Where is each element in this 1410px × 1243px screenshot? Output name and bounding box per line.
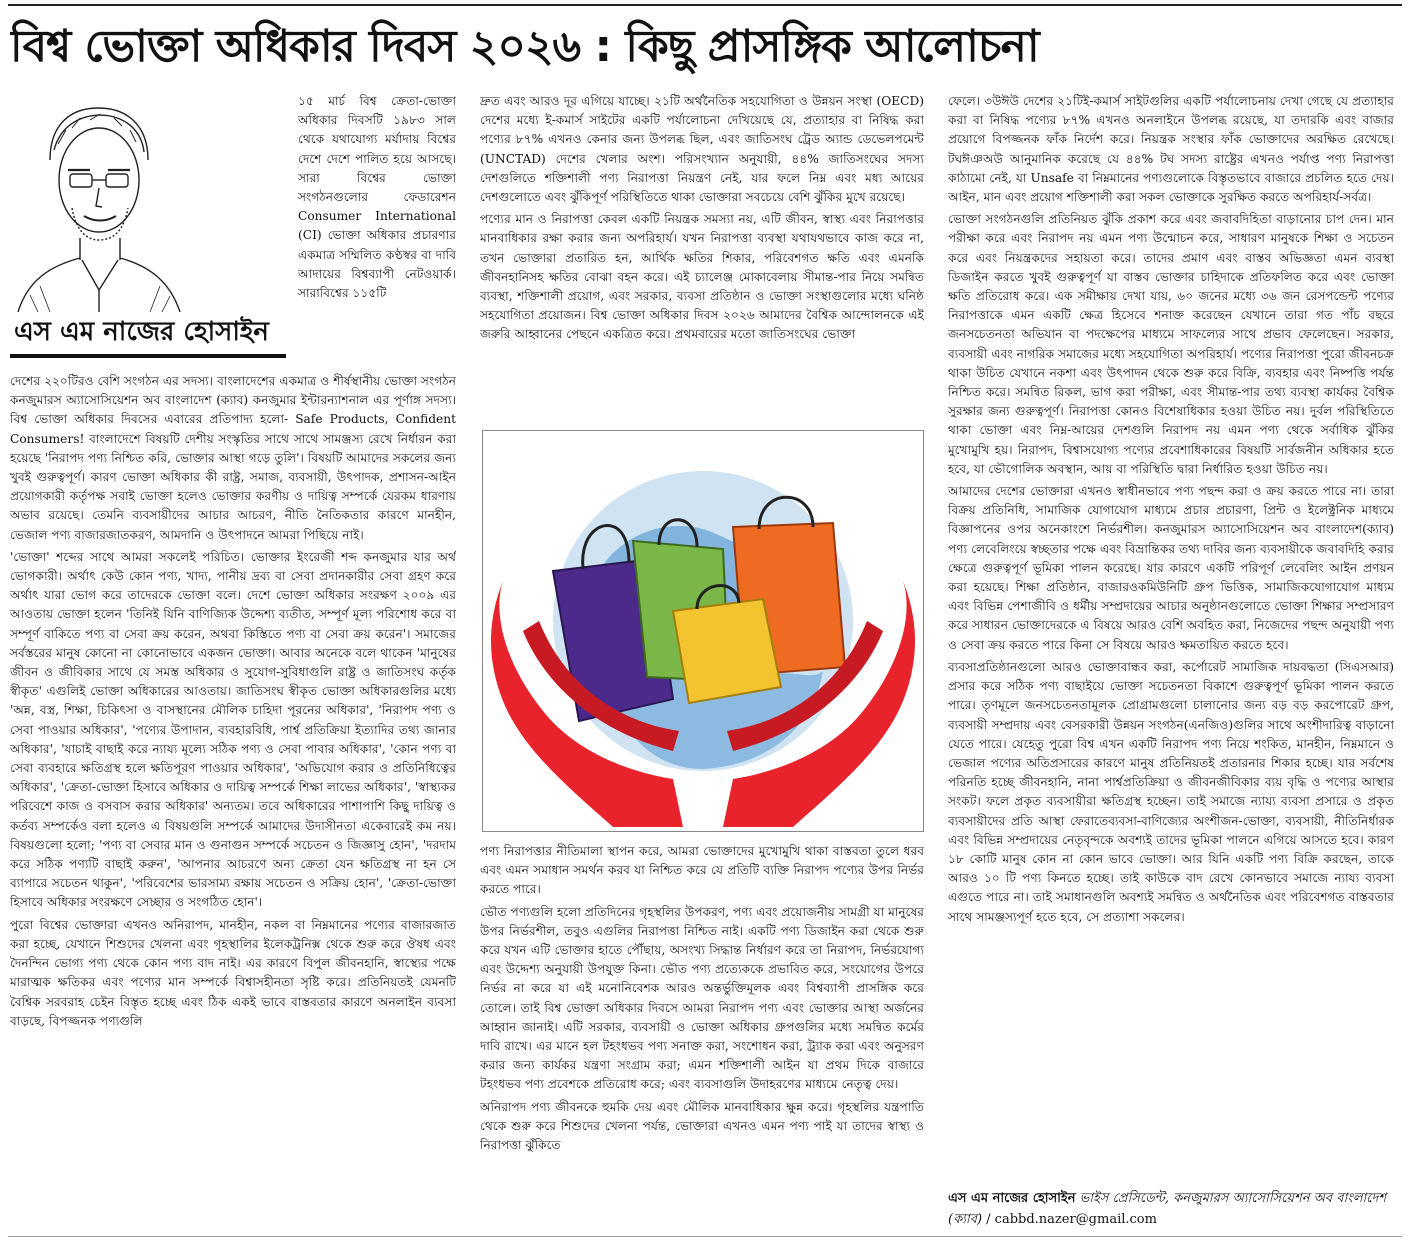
body-paragraph: আমাদের দেশের ভোক্তারা এখনও স্বাধীনভাবে পণ্য পছন্দ করা ও ক্রয় করতে পারে না। তারা বিক্রয় প্রতিনিধি, সামাজিক যোগাযোগ মাধ্যমে প্রচার প্রচারণা, প্রিন্ট ও ইলেক্ট্রনিক মাধ্যমে বিজ্ঞাপনের ওপর অনেকাংশে নির্ভরশীল। কনজুমারস অ্যাসোসিয়েশন অব বাংলাদেশ(ক্যাব) পণ্য লেবেলিংয়ে স্বচ্ছতার পক্ষে এবং বিভ্রান্তিকর তথ্য দাবির জন্য ব্যবসায়ীকে জবাবদিহি করার ক্ষেত্রে গুরুত্বপূর্ণ ভূমিকা পালন করেছে। যার কারণে একটি পরিপূর্ণ লেবেলিং আইন প্রণয়ন করা হয়েছে। শিক্ষা প্রতিষ্ঠান, বাজারওকমিউনিটি গ্রুপ ভিত্তিক, সামাজিকযোগাযোগ মাধ্যম এবং বিভিন্ন পেশাজীবি ও ধর্মীয় সম্প্রদায়ের আচার অনুষ্ঠানগুলোতে ভোক্তা শিক্ষার সম্প্রসারণ করে সাধারন ভোক্তাদেরকে এ বিষয়ে আরও বেশি অবহিত করা, নিজেদের পছন্দ অনুযায়ী পণ্য ও সেবা ক্রয় করতে পারে কিনা সে বিষয়ে আরও ক্ষমতায়িত করতে হবে। bbox=[948, 484, 1394, 652]
body-paragraph: দেশের ২২০টিরও বেশি সংগঠন এর সদস্য। বাংলাদেশের একমাত্র ও শীর্ষস্থানীয় ভোক্তা সংগঠন কনজুমারস অ্যাসোসিয়েশন অব বাংলাদেশ (ক্যাব) কনজুমার ইন্টারন্যাশনাল এর পূর্ণাঙ্গ সদস্য। বিশ্ব ভোক্তা অধিকার দিবসের এবারের প্রতিপাদ্য হলো- Safe Products, Confident Consumers! বাংলাদেশে বিষয়টি দেশীয় সংস্কৃতির সাথে সাথে সামঞ্জস্য রেখে নির্ধারন করা হয়েছে 'নিরাপদ পণ্য নিশ্চিত করি, ভোক্তার আস্থা গড়ে তুলি'। বিষয়টি আমাদের সকলের জন্য খুবই গুরুত্বপূর্ণ। কারণ ভোক্তা অধিকার কী রাষ্ট্র, সমাজ, ব্যবসায়ী, উৎপাদক, প্রশাসন-আইন প্রয়োগকারী কর্তৃপক্ষ সবাই ভোক্তা হলেও ভোক্তার করণীয় ও দায়িত্ব সম্পর্কে যেরকম ধারণায় অভাব রয়েছে। তেমনি ব্যবসায়ীদের আচার আচরণ, নীতি নৈতিকতার কারণে মানহীন, ভেজাল পণ্য বাজারজাতকরণ, আমদানি ও উৎপাদনে আমরা পিছিয়ে নাই। bbox=[10, 374, 456, 542]
hands-shopping-bags-globe-icon bbox=[482, 430, 924, 832]
article-headline: বিশ্ব ভোক্তা অধিকার দিবস ২০২৬ : কিছু প্রাসঙ্গিক আলোচনা bbox=[10, 21, 1039, 72]
body-paragraph: 'ভোক্তা' শব্দের সাথে আমরা সকলেই পরিচিত। ভোক্তার ইংরেজী শব্দ কনজুমার যার অর্থ ভোগকারী। অর্থাৎ কেউ কোন পণ্য, খাদ্য, পানীয় দ্রব্য বা সেবা প্রদানকারীর সেবা গ্রহণ করে অর্থাৎ যারা ভোগ করে তাদেরকে ভোক্তা বলে। দেশে ভোক্তা অধিকার সংরক্ষণ ২০০৯ এর আওতায় ভোক্তা হলেন 'তিনিই যিনি বাণিজ্যিক উদ্দেশ্য ব্যতীত, সম্পূর্ণ মূল্য পরিশোধ করে বা সম্পূর্ণ বাকিতে পণ্য বা সেবা ক্রয় করেন, অথবা কিস্তিতে পণ্য বা সেবা ক্রয় করেন'। সমাজের সর্বস্তরের মানুষ কোনো না কোনোভাবে একজন ভোক্তা। আবার অনেকে বলে থাকেন 'মানুষের জীবন ও জীবিকার সাথে যে সমস্ত অধিকার ও সুযোগ-সুবিধাগুলি রাষ্ট্র ও জাতিসংঘ কর্তৃক স্বীকৃত' এগুলিই ভোক্তা অধিকারের আওতায়। জাতিসংঘ স্বীকৃত ভোক্তা অধিকারগুলির মধ্যে 'অন্ন, বস্ত্র, শিক্ষা, চিকিৎসা ও বাসস্থানের মৌলিক চাহিদা পূরনের অধিকার', 'নিরাপদ পণ্য ও সেবা পাওয়ার অধিকার', 'পণ্যের উপাদান, ব্যবহারবিধি, পার্শ্ব প্রতিক্রিয়া ইত্যাদির তথ্য জানার অধিকার', 'যাচাই বাছাই করে ন্যায্য মূল্যে সঠিক পণ্য ও সেবা পাবার অধিকার', 'কোন পণ্য বা সেবা ব্যবহারে ক্ষতিগ্রস্থ হলে ক্ষতিপূরণ পাওয়ার অধিকার', 'অভিযোগ করার ও প্রতিনিধিত্বের অধিকার', 'ক্রেতা-ভোক্তা হিসাবে অধিকার ও দায়িত্ব সম্পর্কে শিক্ষা লাভের অধিকার', 'স্বাস্থ্যকর পরিবেশে কাজ ও বসবাস করার অধিকার' অন্যতম। তবে অধিকারের পাশাপাশি কিছু দায়িত্ব ও কর্তব্য সম্পর্কেও বলা হলেও এ বিষয়গুলি সম্পর্কে আমাদের উদাসীনতা একেবারেই কম নয়। বিষয়গুলো হলো; 'পণ্য বা সেবার মান ও গুনাগুন সম্পর্কে সচেতন ও জিজ্ঞাসু হোন', 'দরদাম করে সঠিক পণ্যটি বাছাই করুন', 'আপনার আচরণে অন্য ক্রেতা যেন ক্ষতিগ্রস্থ না হন সে ব্যাপারে সচেতন থাকুন', 'পরিবেশের ভারসাম্য রক্ষায় সচেতন ও সক্রিয় হোন', 'ক্রেতা-ভোক্তা হিসাবে অধিকার সংরক্ষণে সেচ্ছার ও সংগঠিত হোন'। bbox=[10, 549, 456, 910]
body-paragraph: ভৌত পণ্যগুলি হলো প্রতিদিনের গৃহস্থলির উপকরণ, পণ্য এবং প্রয়োজনীয় সামগ্রী যা মানুষের উপর নির্ভরশীল, তবুও এগুলির নিরাপত্তা নিশ্চিত নাই। একটি পণ্য ডিজাইন করা থেকে শুরু করে যখন এটি ভোক্তার হাতে পৌঁছায়, অসংখ্য সিদ্ধান্ত নির্ধারণ করে তা নিরাপদ, নির্ভরযোগ্য এবং উদ্দেশ্য অনুযায়ী উপযুক্ত কিনা। ভৌত পণ্য প্রত্যেককে প্রভাবিত করে, সংযোগের উপরে নির্ভর না করে যা এই মনোনিবেশক আরও অন্তর্ভুক্তিমূলক এবং বিশ্বব্যাপী প্রাসঙ্গিক করে তোলে। তাই বিশ্ব ভোক্তা অধিকার দিবসে আমরা নিরাপদ পণ্য এবং ভোক্তার আস্থা অর্জনের আহ্বান জানাই। এটি সরকার, ব্যবসায়ী ও ভোক্তা অধিকার গ্রুপগুলির মধ্যে সমন্বিত কর্মের দাবি রাখে। এর মানে হল টহংধভব পণ্য সনাক্ত করা, সংশোধন করা, ট্র্যাক করা এবং অনুসরণ করার জন্য কার্যকর যন্ত্রণা সংগ্রাম করা; এমন শক্তিশালী আইন যা প্রথম দিকে বাজারে টহংধভব পণ্য প্রবেশকে প্রতিরোধ করে; এবং ব্যবসাগুলি উদাহরণের মাধ্যমে নেতৃত্ব দেয়। bbox=[480, 904, 924, 1092]
column-2-top bbox=[480, 92, 924, 422]
signature-email: / cabbd.nazer@gmail.com bbox=[986, 1212, 1157, 1227]
column-3 bbox=[948, 92, 1394, 1182]
intro-paragraph: ১৫ মার্চ বিশ্ব ক্রেতা-ভোক্তা অধিকার দিবসটি ১৯৮৩ সাল থেকে যথাযোগ্য মর্যাদায় বিশ্বের দেশে দেশে পালিত হয়ে আসছে। সারা বিশ্বের ভোক্তা সংগঠনগুলোর ফেডারেশন Consumer International (CI) ভোক্তা অধিকার প্রচারণার একমাত্র সম্মিলিত কণ্ঠস্বর বা দাবি আদায়ের বিশ্বব্যাপী নেটওয়ার্ক। সারাবিশ্বের ১১৫টি bbox=[298, 94, 456, 301]
body-paragraph: অনিরাপদ পণ্য জীবনকে হুমকি দেয় এবং মৌলিক মানবাধিকার ক্ষুন্ন করে। গৃহস্থলির যন্ত্রপাতি থেকে শুরু করে শিশুদের খেলনা পর্যন্ত, ভোক্তারা এখনও এমন পণ্য পাই যা তাদের স্বাস্থ্য ও নিরাপত্তা ঝুঁকিতে bbox=[480, 1099, 924, 1153]
body-paragraph: ভোক্তা সংগঠনগুলি প্রতিনিয়ত ঝুঁকি প্রকাশ করে এবং জবাবদিহিতা বাড়ানোর চাপ দেন। মান পরীক্ষা করে এবং নিরাপদ নয় এমন পণ্য উন্মোচন করে, সাধারণ মানুষকে শিক্ষা ও সচেতন করে এবং নিয়ন্ত্রকদের সহায়তা করে। তাদের প্রমাণ এবং বাস্তব অভিজ্ঞতা এমন ব্যবস্থা ডিজাইন করতে খুবই গুরুত্বপূর্ণ যা বাস্তব ভোক্তার চাহিদাকে প্রতিফলিত করে এবং ভোক্তা ক্ষতি প্রতিরোধ করে। এক সমীক্ষায় দেখা যায়, ৬০ জনের মধ্যে ৩৬ জন রেসপন্ডেন্ট পণ্যের নিরাপত্তাকে এমন একটি ক্ষেত্র হিসেবে শনাক্ত করেছেন যেখানে তারা গত পাঁচ বছরে জনসচেতনতা অভিযান বা পদক্ষেপের মাধ্যমে সাফল্যের সাথে প্রভাব ফেলেছেন। সরকার, ব্যবসায়ী এবং নাগরিক সমাজের মধ্যে সহযোগিতা অপরিহার্য। পণ্যের নিরাপত্তা পুরো জীবনচক্র থাকা উচিত যেখানে নকশা এবং উৎপাদন থেকে শুরু করে বিক্রি, ব্যবহার এবং নিষ্পত্তি পর্যন্ত নিশ্চিত করে। সমন্বিত রিকল, ভাগ করা পরীক্ষা, এবং সীমান্ত-পার তথ্য ব্যবস্থা কার্যকর বৈশ্বিক সুরক্ষার জন্য গুরুত্বপূর্ণ। নিরাপত্তা কোনও বিশেষাধিকার হওয়া উচিত নয়। দুর্বল পরিস্থিতিতে থাকা ভোক্তা এবং নিম্ন-আয়ের দেশগুলি নিরাপদ নয় এমন পণ্য থেকে সর্বাধিক ঝুঁকির মুখোমুখি হয়। নিরাপদ, বিশ্বাসযোগ্য পণ্যের প্রবেশাধিকারের বিষয়টি সার্বজনীন অধিকার হতে হবে, যা ভৌগোলিক অবস্থান, আয় বা পরিস্থিতি দ্বারা নির্ধারিত হওয়া উচিত নয়। bbox=[948, 212, 1394, 476]
author-portrait-icon bbox=[10, 90, 185, 312]
author-name-underline bbox=[10, 354, 286, 358]
body-paragraph: দ্রুত এবং আরও দূর এগিয়ে যাচ্ছে। ২১টি অর্থনৈতিক সহযোগিতা ও উন্নয়ন সংস্থা (OECD) দেশের মধ্যে ই-কমার্স সাইটের একটি পর্যালোচনা দেখিয়েছে যে, প্রত্যাহার বা নিষিদ্ধ করা পণ্যের ৮৭% এখনও কেনার জন্য উপলব্ধ ছিল, এবং জাতিসংঘ ট্রেড অ্যান্ড ডেভেলপমেন্ট (UNCTAD) দেশের খেলার অংশ। পরিসংখ্যান অনুযায়ী, ৪৪% জাতিসংঘের সদস্য দেশগুলিতে শক্তিশালী পণ্য নিরাপত্তা নিয়ন্ত্রণ নেই, যার ফলে নিম্ন এবং মধ্য আয়ের দেশগুলোতে এবং ঝুঁকিপূর্ণ পরিস্থিতিতে থাকা ভোক্তারা সবচেয়ে বেশি ঝুঁকির মুখে রয়েছে। bbox=[480, 94, 924, 205]
body-paragraph: ব্যবসাপ্রতিষ্ঠানগুলো আরও ভোক্তাবান্ধব করা, কর্পোরেট সামাজিক দায়বদ্ধতা (সিএসআর) প্রসার করে সঠিক পণ্য বাছাইয়ে ভোক্তা সচেতনতা বিকাশে গুরুত্বপূর্ণ ভূমিকা পালন করতে পারে। তৃণমূলে জনসচেতনতামূলক প্রোগ্রামগুলো চালানোর জন্য বড় বড় করপোরেট গ্রুপ, ব্যবসায়ী সম্প্রদায় এবং বেসরকারী উন্নয়ন সংগঠন(এনজিও)গুলির সাথে অংশীদারিত্ব বাড়ানো যেতে পারে। যেহেতু পুরো বিশ্ব এখন একটি নিরাপদ পণ্য নিয়ে শংকিত, মানহীন, নিম্নমানে ও ভেজাল পণ্যের অতিপ্রসারের কারণে মানুষ প্রতিনিয়তই প্রতারনার শিকার হচ্ছে। যার সর্বশেষ পরিনতি হচ্ছে জীবনহানি, নানা পার্শ্বপ্রতিক্রিয়া ও জীবনজীবিকার ব্যয় বৃদ্ধি ও পণ্যের আস্থার সংকট। ফলে প্রকৃত ব্যবসায়ীরা ক্ষতিগ্রস্থ হচ্ছেন। তাই সমাজে ন্যায্য ব্যবসা প্রসারে ও প্রকৃত ব্যবসায়ীদের প্রতি আস্থা ফেরাতেব্যবসা-বাণিজ্যের অংশীজন-ভোক্তা, ব্যবসায়ী, নীতিনির্ধারক এবং বিভিন্ন সম্প্রদায়ের নেতৃবৃন্দকে অবশ্যই তাদের ভূমিকা পালনে এগিয়ে আসতে হবে। কারণ ১৮ কোটি মানুষ কোন না কোন ভাবে ভোক্তা। আর যিনি একটি পণ্য বিক্রি করছেন, তাকে আরও ১০ টি পণ্য কিনতে হচ্ছে। তাই কাউকে বাদ রেখে কোনভাবে সমাজে ন্যায্য ব্যবসা এগুতে পারে না। তাই সমাধানগুলি অবশ্যই সমন্বিত ও অর্থনৈতিক এবং পরিবেশগত বাস্তবতার সাথে সামঞ্জস্যপূর্ণ হতে হবে, সে প্রত্যাশা সকলের। bbox=[948, 659, 1394, 924]
author-name: এস এম নাজের হোসাইন bbox=[14, 317, 269, 347]
author-signature bbox=[948, 1188, 1394, 1232]
column-1-intro bbox=[298, 92, 456, 372]
body-paragraph: পুরো বিশ্বের ভোক্তারা এখনও অনিরাপদ, মানহীন, নকল বা নিম্নমানের পণ্যের বাজারজাত করা হচ্ছে, যেখানে শিশুদের খেলনা এবং গৃহস্থালির ইলেকট্রনিক্স থেকে শুরু করে ঔষধ এবং দৈনন্দিন ভোগ্য পণ্য থেকে কোন পণ্য বাদ নাই। এর কারণে বিপুল জীবনহানি, স্বাস্থ্যের পক্ষে মারাত্মক ক্ষতিকর এবং পণ্যের মান সম্পর্কে বিশ্বাসহীনতা সৃষ্টি করে। প্রতিনিয়তই যেমনটি বৈশ্বিক সরবরাহ চেইন বিস্তৃত হচ্ছে এবং ঠিক একই ভাবে বাস্তবতার কারণে অনলাইন ব্যবসা বাড়ছে, বিপজ্জনক পণ্যগুলি bbox=[10, 917, 456, 1028]
signature-role: ভাইস প্রেসিডেন্ট, কনজুমারস অ্যাসোসিয়েশন অব বাংলাদেশ (ক্যাব) bbox=[948, 1191, 1387, 1227]
top-rule bbox=[8, 4, 1402, 6]
body-paragraph: পণ্য নিরাপত্তার নীতিমালা স্থাপন করে, আমরা ভোক্তাদের মুখোমুখি থাকা বাস্তবতা তুলে ধরব এবং এমন সমাধান সমর্থন করব যা নিশ্চিত করে যে প্রতিটি ব্যক্তি নিরাপদ পণ্যের উপর নির্ভর করতে পারে। bbox=[480, 844, 924, 897]
column-1 bbox=[10, 372, 456, 1230]
body-paragraph: পণ্যের মান ও নিরাপত্তা কেবল একটি নিয়ন্ত্রক সমস্যা নয়, এটি জীবন, স্বাস্থ্য এবং নিরাপত্তার মানবাধিকার রক্ষা করার জন্য অপরিহার্য। যখন নিরাপত্তা ব্যবস্থা যথাযথভাবে কাজ করে না, তখন ভোক্তারা প্রতারিত হন, আর্থিক ক্ষতির শিকার, পরিবেশগত ক্ষতি এবং এমনকি জীবনহানিসহ ক্ষতির বোঝা বহন করে। এই চ্যালেঞ্জ মোকাবেলায় সীমান্ত-পার নিয়ে সমন্বিত ব্যবস্থা, শক্তিশালী প্রয়োগ, এবং সরকার, ব্যবসা প্রতিষ্ঠান ও ভোক্তা সংস্থাগুলোর মধ্যে ঘনিষ্ঠ সহযোগিতা প্রয়োজন। বিশ্ব ভোক্তা অধিকার দিবস ২০২৬ আমাদের বৈশ্বিক আন্দোলনকে এই জরুরি আহ্বানের পেছনে একত্রিত করে। প্রথমবারের মতো জাতিসংঘের ভোক্তা bbox=[480, 212, 924, 342]
signature-name: এস এম নাজের হোসাইন bbox=[948, 1191, 1076, 1206]
bottom-rule bbox=[8, 1236, 1402, 1237]
body-paragraph: ফেলে। ৩উঈউ দেশের ২১টিই-কমার্স সাইটগুলির একটি পর্যালোচনায় দেখা গেছে যে প্রত্যাহার করা বা নিষিদ্ধ পণ্যের ৮৭% এখনও অনলাইনে উপলব্ধ রয়েছে, যা তদারকি এবং বাজার প্রয়োগে বিপজ্জনক ফাঁক নির্দেশ করে। নিয়ন্ত্রক সংস্থার ফাঁক ভোক্তাদের অরক্ষিত রেখেছে। টঘঈঞঅউ আনুমানিক করেছে যে ৪৪% টঘ সদস্য রাষ্ট্রের এখনও পর্যাপ্ত পণ্য নিরাপত্তা কাঠামো নেই, যা Unsafe বা নিম্নমানের পণ্যগুলোকে বিস্তৃতভাবে বাজারে প্রচলিত হতে দেয়।আইন, মান এবং প্রয়োগ শক্তিশালী করা সকল ভোক্তাকে সুরক্ষিত করতে অপরিহার্য-সর্বত্র। bbox=[948, 94, 1394, 205]
column-2-bottom bbox=[480, 842, 924, 1230]
